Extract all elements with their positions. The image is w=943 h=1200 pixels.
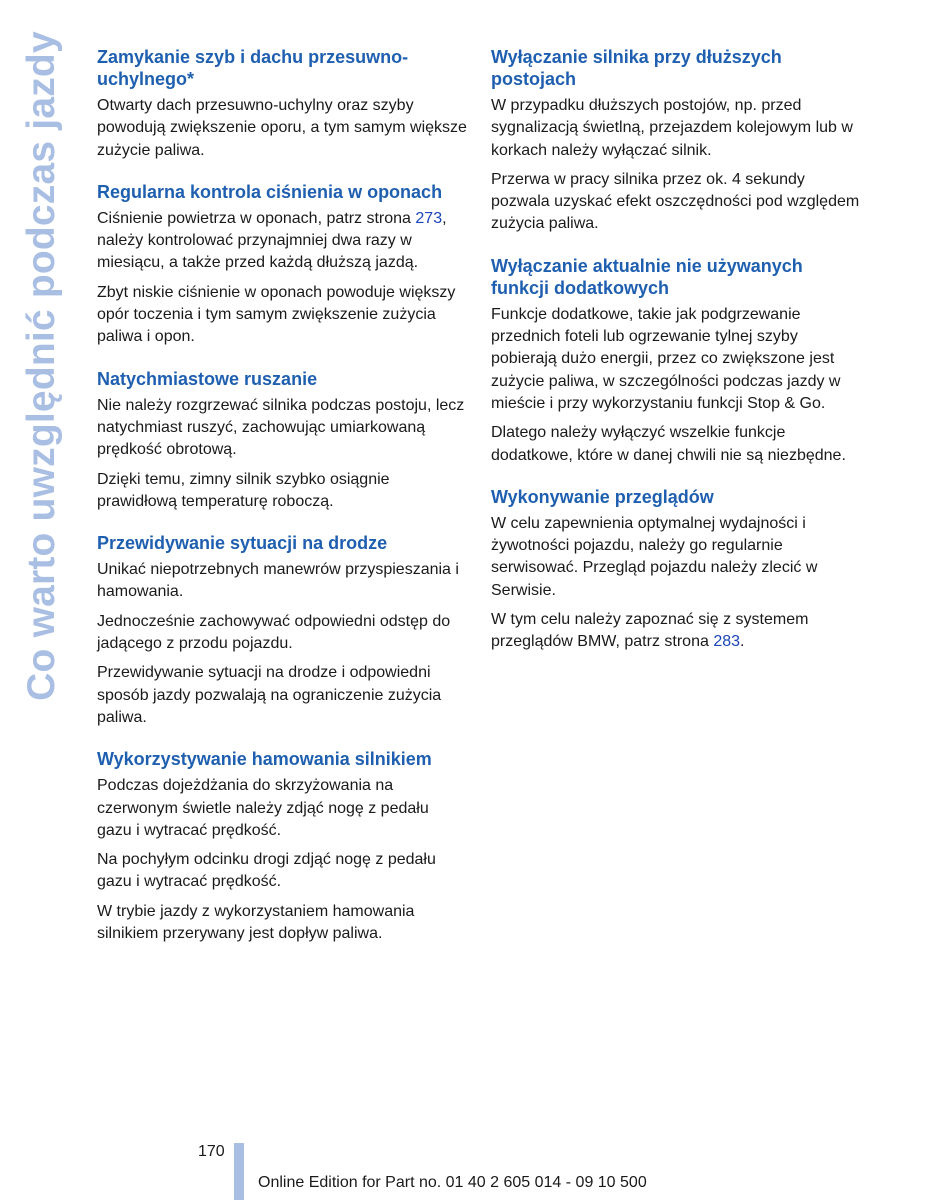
paragraph-text: . (740, 633, 745, 651)
chapter-side-title (20, 31, 64, 701)
page-link-283[interactable]: 283 (713, 633, 741, 651)
paragraph-text: Ciśnienie powietrza w oponach, patrz strona (97, 209, 416, 227)
section-paragraph (97, 208, 467, 275)
page-number: 170 (198, 1143, 225, 1160)
section-heading: Wykonywanie przeglądów (491, 486, 714, 507)
section-paragraph (491, 609, 861, 654)
section-paragraph: Dzięki temu, zimny silnik szybko osiągnie prawidłową temperaturę roboczą. (97, 470, 390, 510)
section-paragraph: Zbyt niskie ciśnienie w oponach powoduje większy opór toczenia i tym samym zwiększenie zużycia paliwa i opon. (97, 283, 456, 346)
section-immediate-start (97, 368, 467, 513)
section-engine-off-stops (491, 46, 861, 236)
section-heading: Natychmiastowe ruszanie (97, 368, 318, 389)
section-paragraph: Przewidywanie sytuacji na drodze i odpowiedni sposób jazdy pozwalają na ograniczenie zużycia paliwa. (97, 664, 442, 726)
section-paragraph: Nie należy rozgrzewać silnika podczas postoju, lecz natychmiast ruszyć, zachowując umiarkowaną prędkość obrotową. (97, 396, 465, 459)
section-paragraph: W trybie jazdy z wykorzystaniem hamowania silnikiem przerywany jest dopływ paliwa. (97, 902, 415, 943)
section-paragraph: Otwarty dach przesuwno-uchylny oraz szyby powodują zwiększenie oporu, a tym samym większe zużycie paliwa. (97, 97, 467, 159)
section-engine-braking (97, 748, 467, 945)
section-paragraph: W przypadku dłuższych postojów, np. przed sygnalizacją świetlną, przejazdem kolejowym lub w korkach należy wyłączać silnik. (491, 97, 853, 159)
paragraph-text: W tym celu należy zapoznać się z systemem przeglądów BMW, patrz strona (491, 611, 809, 651)
paragraph-text: , należy kontrolować przynajmniej dwa razy w miesiącu, a także przed każdą dłuższą jazdą. (97, 209, 447, 272)
section-paragraph: Podczas dojeżdżania do skrzyżowania na czerwonym świetle należy zdjąć nogę z pedału gazu i wytracać prędkość. (97, 777, 429, 839)
section-heading: Regularna kontrola ciśnienia w oponach (97, 181, 443, 202)
right-column (491, 46, 861, 673)
section-heading: Przewidywanie sytuacji na drodze (97, 533, 388, 554)
page-link-273[interactable]: 273 (415, 209, 443, 227)
section-heading: Zamykanie szyb i dachu przesuwno-uchylnego* (97, 47, 409, 89)
section-paragraph: Unikać niepotrzebnych manewrów przyspieszania i hamowania. (97, 561, 459, 601)
section-paragraph: Przerwa w pracy silnika przez ok. 4 sekundy pozwala uzyskać efekt oszczędności pod względem zużycia paliwa. (491, 170, 860, 233)
section-paragraph: Jednocześnie zachowywać odpowiedni odstęp do jadącego z przodu pojazdu. (97, 612, 451, 653)
section-paragraph: W celu zapewnienia optymalnej wydajności i żywotności pojazdu, należy go regularnie serwisować. Przegląd pojazdu należy zlecić w Serwisie. (491, 514, 818, 599)
section-paragraph: Funkcje dodatkowe, takie jak podgrzewanie przednich foteli lub ogrzewanie tylnej szyby pobierają dużo energii, przez co zwiększone jest zużycie paliwa, w szczególności podczas jazdy w mieście i przy wykorzystaniu funkcji Stop & Go. (491, 305, 841, 412)
footer-accent-bar (234, 1143, 244, 1200)
section-service (491, 486, 861, 654)
section-tire-pressure (97, 181, 467, 349)
section-heading: Wyłączanie aktualnie nie używanych funkcji dodatkowych (491, 255, 803, 298)
section-closing-windows (97, 46, 467, 162)
section-anticipating-traffic (97, 532, 467, 729)
section-switch-off-functions (491, 255, 861, 467)
section-heading: Wyłączanie silnika przy dłuższych postojach (491, 47, 782, 89)
section-paragraph: Dlatego należy wyłączyć wszelkie funkcje dodatkowe, które w danej chwili nie są niezbędne. (491, 424, 846, 464)
footer-edition-text: Online Edition for Part no. 01 40 2 605 014 - 09 10 500 (258, 1174, 647, 1191)
section-paragraph: Na pochyłym odcinku drogi zdjąć nogę z pedału gazu i wytracać prędkość. (97, 851, 436, 891)
left-column (97, 46, 467, 964)
chapter-side-title-text: Co warto uwzględnić podczas jazdy (20, 31, 64, 701)
section-heading: Wykorzystywanie hamowania silnikiem (97, 749, 432, 770)
